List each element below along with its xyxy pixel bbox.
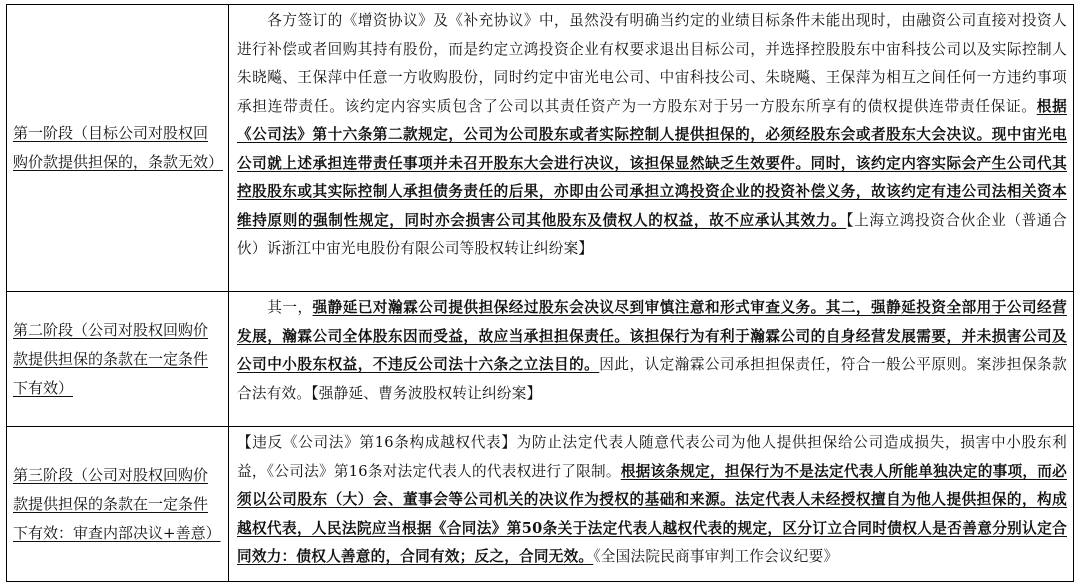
description-cell [229,5,1073,291]
stage-cell [7,292,229,426]
text-emphasis: 根据该条规定，担保行为不是法定代表人所能单独决定的事项，而必须以公司股东（大）会、董事会等公司机关的决议作为授权的基础和来源。法定代表人未经授权擅自为他人提供担保的，构成越权代表，人民法院应当根据《合同法》第50条关于法定代表人越权代表的规定，区分订立合同时债权人是否善意分别认定合同效力：债权人善意的，合同有效；反之，合同无效。 [237,462,1067,565]
comparison-table [6,4,1074,582]
text-normal: 各方签订的《增资协议》及《补充协议》中，虽然没有明确当约定的业绩目标条件未能出现时，由融资公司直接对投资人进行补偿或者回购其持有股份，而是约定立鸿投资企业有权要求退出目标公司，并选择控股股东中宙科技公司以及实际控制人朱晓飚、王保萍中任意一方收购股份，同时约定中宙光电公司、中宙科技公司、朱晓飚、王保萍为相互之间任何一方违约事项承担连带责任。该约定内容实质包含了公司以其责任资产为一方股东对于另一方股东所享有的债权提供连带责任保证。 [237,12,1067,115]
stage-cell [7,427,229,582]
description-text [237,294,1067,408]
case-citation: 因此，认定瀚霖公司承担担保责任，符合一般公平原则。案涉担保条款合法有效。【强静延、曹务波股权转让纠纷案】 [237,356,1067,402]
description-text [237,7,1067,264]
case-citation: 【上海立鸿投资合伙企业（普通合伙）诉浙江中宙光电股份有限公司等股权转让纠纷案】 [237,211,1067,257]
description-cell [229,292,1073,426]
table-row [7,426,1073,582]
description-text [237,429,1067,572]
description-cell [229,427,1073,582]
text-normal: 【违反《公司法》第16条构成越权代表】为防止法定代表人随意代表公司为他人提供担保给公司造成损失，损害中小股东利益，《公司法》第16条对法定代表人的代表权进行了限制。 [237,434,1067,480]
stage-label: 第二阶段（公司对股权回购价款提供担保的条款在一定条件下有效） [13,320,209,397]
text-emphasis: 强静延已对瀚霖公司提供担保经过股东会决议尽到审慎注意和形式审查义务。其二，强静延投资全部用于公司经营发展，瀚霖公司全体股东因而受益，故应当承担担保责任。该担保行为有利于瀚霖公司的自身经营发展需要，并未损害公司及公司中小股东权益，不违反公司法十六条之立法目的。 [237,299,1067,373]
text-normal: 其一， [267,299,313,316]
text-emphasis: 根据《公司法》第十六条第二款规定，公司为公司股东或者实际控制人提供担保的，必须经股东会或者股东大会决议。现中宙光电公司就上述承担连带责任事项并未召开股东大会进行决议，该担保显然缺乏生效要件。同时，该约定内容实际会产生公司代其控股股东或其实际控制人承担债务责任的后果，亦即由公司承担立鸿投资企业的投资补偿义务，故该约定有违公司法相关资本维持原则的强制性规定，同时亦会损害公司其他股东及债权人的权益，故不应承认其效力。 [237,97,1067,229]
table-row [7,291,1073,426]
stage-cell [7,5,229,291]
case-citation: 《全国法院民商事审判工作会议纪要》 [593,548,839,565]
table-row [7,5,1073,291]
stage-label: 第一阶段（目标公司对股权回购价款提供担保的，条款无效） [13,124,224,171]
stage-label: 第三阶段（公司对股权回购价款提供担保的条款在一定条件下有效：审查内部决议+善意） [13,466,221,542]
